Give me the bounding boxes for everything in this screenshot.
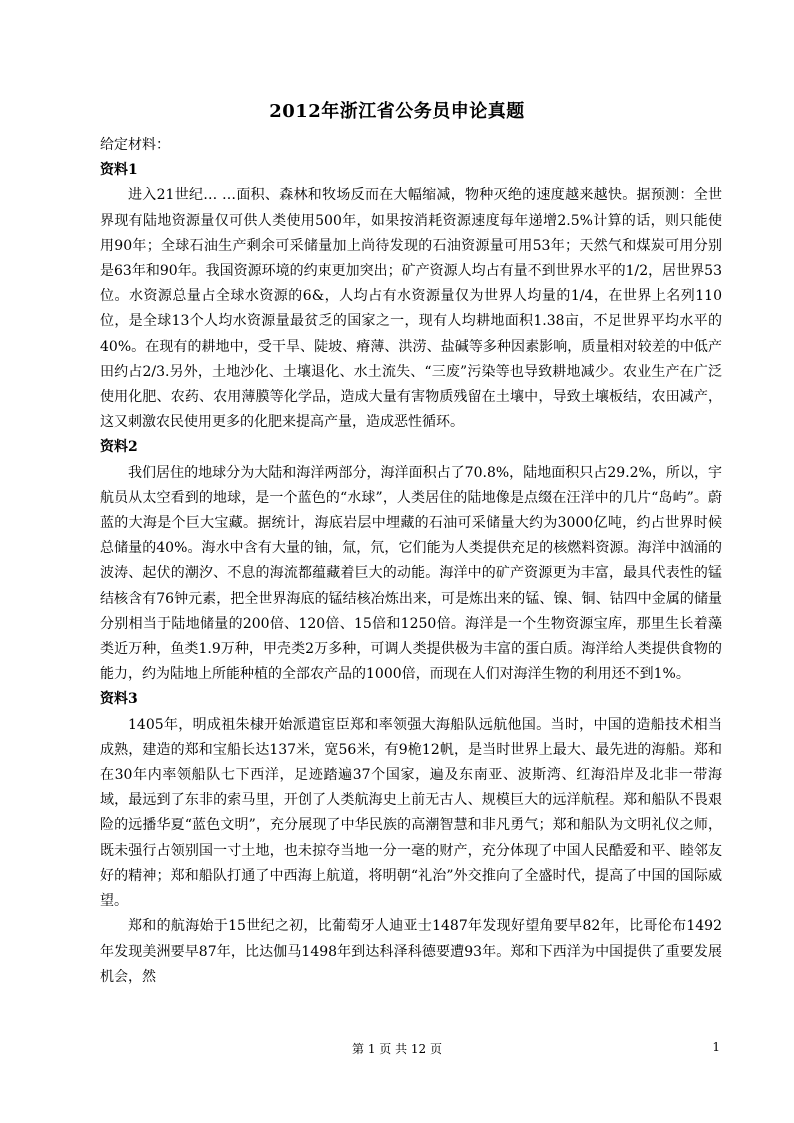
section-3-paragraph-1: 1405年，明成祖朱棣开始派遣宦臣郑和率领强大海船队远航他国。当时，中国的造船技术相当成熟，建造的郑和宝船长达137米，宽56米，有9桅12帆，是当时世界上最大、最先进的海船。郑和在30年内率领船队七下西洋，足迹踏遍37个国家，遍及东南亚、波斯湾、红海沿岸及北非一带海域，最远到了东非的索马里，开创了人类航海史上前无古人、规模巨大的远洋航程。郑和船队不畏艰险的远播华夏“蓝色文明”，充分展现了中华民族的高潮智慧和非凡勇气；郑和船队为文明礼仪之师，既未强行占领别国一寸土地，也未掠夺当地一分一毫的财产，充分体现了中国人民酷爱和平、睦邻友好的精神；郑和船队打通了中西海上航道，将明朝“礼治”外交推向了全盛时代，提高了中国的国际威望。 (100, 716, 722, 910)
page-number: 1 (712, 1040, 720, 1054)
section-heading-1: 资料1 (100, 162, 138, 179)
section-2-paragraph: 我们居住的地球分为大陆和海洋两部分，海洋面积占了70.8%，陆地面积只占29.2%，所以，宇航员从太空看到的地球，是一个蓝色的“水球”，人类居住的陆地像是点缀在汪洋中的几片“岛屿”。蔚蓝的大海是个巨大宝藏。据统计，海底岩层中埋藏的石油可采储量大约为3000亿吨，约占世界时候总储量的40%。海水中含有大量的铀，氚，氘，它们能为人类提供充足的核燃料资源。海洋中汹涌的波涛、起伏的潮汐、不息的海流都蕴藏着巨大的动能。海洋中的矿产资源更为丰富，最具代表性的锰结核含有76钟元素，把全世界海底的锰结核冶炼出来，可是炼出来的锰、镍、铜、钴四中金属的储量分别相当于陆地储量的200倍、120倍、15倍和1250倍。海洋是一个生物资源宝库，那里生长着藻类近万种，鱼类1.9万种，甲壳类2万多种，可调人类提供极为丰富的蛋白质。海洋给人类提供食物的能力，约为陆地上所能种植的全部农产品的1000倍，而现在人们对海洋生物的利用还不到1%。 (100, 464, 722, 683)
section-1-paragraph: 进入21世纪… …面积、森林和牧场反而在大幅缩减，物种灭绝的速度越来越快。据预测：全世界现有陆地资源量仅可供人类使用500年，如果按消耗资源速度每年递增2.5%计算的话，则只能使用90年；全球石油生产剩余可采储量加上尚待发现的石油资源量可用53年；天然气和煤炭可用分别是63年和90年。我国资源环境的约束更加突出；矿产资源人均占有量不到世界水平的1/2，居世界53位。水资源总量占全球水资源的6&，人均占有水资源量仅为世界人均量的1/4，在世界上名列110位，是全球13个人均水资源量最贫乏的国家之一，现有人均耕地面积1.38亩，不足世界平均水平的40%。在现有的耕地中，受干旱、陡坡、瘠薄、洪涝、盐碱等多种因素影响，质量相对较差的中低产田约占2/3.另外，土地沙化、土壤退化、水土流失、“三废”污染等也导致耕地减少。农业生产在广泛使用化肥、农药、农用薄膜等化学品，造成大量有害物质残留在土壤中，导致土壤板结，农田减产，这又刺激农民使用更多的化肥来提高产量，造成恶性循环。 (100, 187, 722, 431)
page-footer: 第 1 页 共 12 页 (352, 1042, 442, 1056)
document-body (100, 133, 722, 990)
section-heading-2: 资料2 (100, 439, 138, 456)
materials-label: 给定材料： (100, 137, 170, 153)
section-heading-3: 资料3 (100, 691, 138, 708)
page-title: 2012年浙江省公务员申论真题 (269, 101, 525, 122)
section-3-paragraph-2: 郑和的航海始于15世纪之初，比葡萄牙人迪亚士1487年发现好望角要早82年，比哥伦布1492年发现美洲要早87年，比达伽马1498年到达科泽科德要遭93年。郑和下西洋为中国提供了重要发展机会，然 (100, 918, 722, 985)
